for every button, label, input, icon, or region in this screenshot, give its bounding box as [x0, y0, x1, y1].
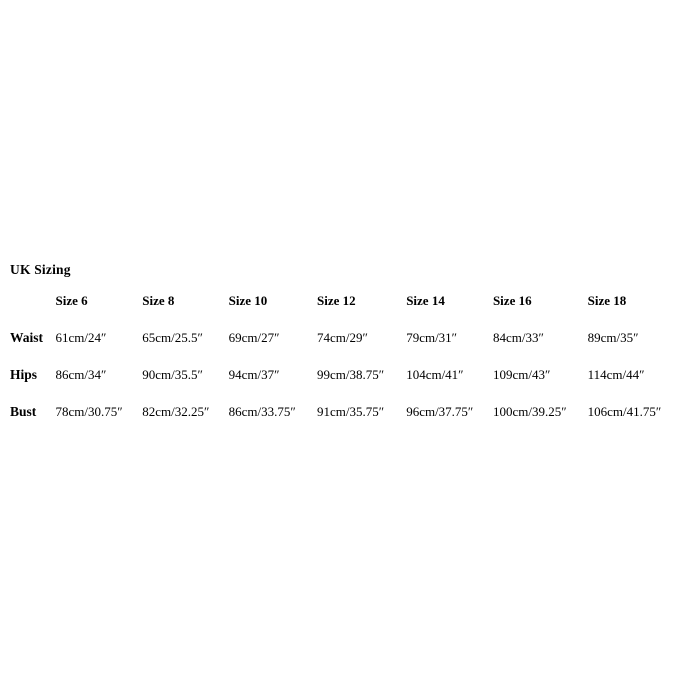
- row-header-hips: Hips: [10, 367, 38, 382]
- page-title: UK Sizing: [10, 262, 71, 277]
- cell-hips-size-8: 90cm/35.5″: [142, 367, 203, 382]
- cell-hips-size-16: 109cm/43″: [492, 367, 551, 382]
- cell-bust-size-8: 82cm/32.25″: [142, 404, 210, 419]
- row-header-bust: Bust: [10, 404, 37, 419]
- cell-waist-size-18: 89cm/35″: [587, 330, 639, 345]
- cell-hips-size-10: 94cm/37″: [228, 367, 280, 382]
- column-header-size-6: Size 6: [55, 293, 88, 308]
- table-row: [10, 405, 682, 442]
- column-header-size-10: Size 10: [228, 293, 268, 308]
- cell-waist-size-12: 74cm/29″: [317, 330, 368, 345]
- cell-bust-size-12: 91cm/35.75″: [317, 404, 385, 419]
- table-header: [10, 294, 682, 331]
- cell-bust-size-6: 78cm/30.75″: [55, 404, 123, 419]
- cell-hips-size-12: 99cm/38.75″: [317, 367, 385, 382]
- size-chart-table: [10, 294, 682, 442]
- table-header-row: [10, 294, 682, 331]
- column-header-size-14: Size 14: [406, 293, 445, 308]
- table-row: [10, 331, 682, 368]
- column-header-size-8: Size 8: [142, 293, 175, 308]
- cell-waist-size-14: 79cm/31″: [406, 330, 458, 345]
- cell-waist-size-16: 84cm/33″: [492, 330, 544, 345]
- table-row: [10, 368, 682, 405]
- table-body: [10, 331, 682, 442]
- column-header-size-18: Size 18: [587, 293, 627, 308]
- cell-waist-size-6: 61cm/24″: [55, 330, 107, 345]
- row-header-waist: Waist: [10, 330, 44, 345]
- cell-bust-size-14: 96cm/37.75″: [406, 404, 474, 419]
- column-header-size-16: Size 16: [492, 293, 532, 308]
- cell-bust-size-10: 86cm/33.75″: [228, 404, 296, 419]
- uk-sizing-block: [10, 262, 682, 442]
- table-corner-cell: [10, 294, 55, 331]
- column-header-size-12: Size 12: [317, 293, 356, 308]
- cell-hips-size-6: 86cm/34″: [55, 367, 107, 382]
- cell-waist-size-10: 69cm/27″: [228, 330, 280, 345]
- cell-bust-size-16: 100cm/39.25″: [492, 404, 567, 419]
- cell-hips-size-18: 114cm/44″: [587, 367, 645, 382]
- cell-bust-size-18: 106cm/41.75″: [587, 404, 662, 419]
- cell-hips-size-14: 104cm/41″: [406, 367, 464, 382]
- cell-waist-size-8: 65cm/25.5″: [142, 330, 203, 345]
